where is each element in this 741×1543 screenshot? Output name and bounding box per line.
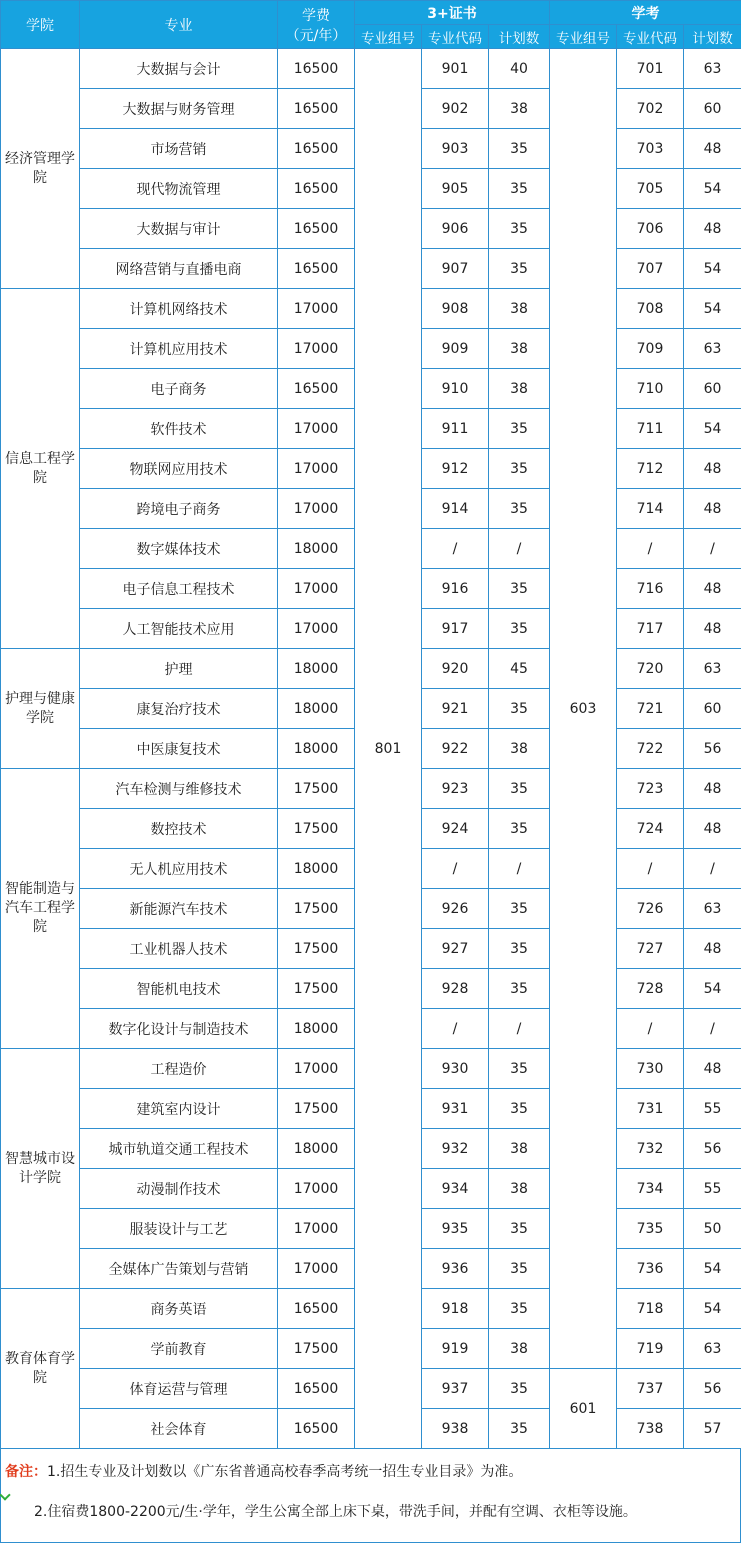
- zs-major-code: 909: [422, 329, 489, 369]
- major-name: 市场营销: [80, 129, 278, 169]
- xk-plan-count: 63: [684, 1329, 741, 1369]
- zs-plan-count: 35: [489, 1249, 550, 1289]
- college-name: 智能制造与汽车工程学院: [1, 769, 80, 1049]
- major-name: 康复治疗技术: [80, 689, 278, 729]
- zs-major-code: 920: [422, 649, 489, 689]
- major-name: 体育运营与管理: [80, 1369, 278, 1409]
- zs-plan-count: 35: [489, 929, 550, 969]
- tuition-fee: 16500: [278, 49, 355, 89]
- header-major: 专业: [80, 1, 278, 49]
- tuition-fee: 18000: [278, 729, 355, 769]
- xk-major-code: 730: [617, 1049, 684, 1089]
- major-name: 学前教育: [80, 1329, 278, 1369]
- xk-plan-count: 48: [684, 489, 741, 529]
- xk-major-code: 714: [617, 489, 684, 529]
- xk-major-code: 708: [617, 289, 684, 329]
- xk-plan-count: 54: [684, 289, 741, 329]
- zs-plan-count: 35: [489, 609, 550, 649]
- zs-major-code: 924: [422, 809, 489, 849]
- zs-major-code: 903: [422, 129, 489, 169]
- tuition-fee: 17500: [278, 809, 355, 849]
- zs-plan-count: 35: [489, 449, 550, 489]
- major-name: 大数据与审计: [80, 209, 278, 249]
- zs-plan-count: 38: [489, 89, 550, 129]
- zs-major-code: 921: [422, 689, 489, 729]
- xk-plan-count: 48: [684, 609, 741, 649]
- header-xk-plan-count: 计划数: [684, 25, 741, 49]
- zs-major-code: 902: [422, 89, 489, 129]
- major-name: 大数据与财务管理: [80, 89, 278, 129]
- xk-plan-count: 48: [684, 569, 741, 609]
- xk-major-code: /: [617, 529, 684, 569]
- xk-major-code: 707: [617, 249, 684, 289]
- major-name: 电子信息工程技术: [80, 569, 278, 609]
- major-name: 跨境电子商务: [80, 489, 278, 529]
- major-name: 商务英语: [80, 1289, 278, 1329]
- zs-plan-count: 35: [489, 129, 550, 169]
- xk-plan-count: 48: [684, 1049, 741, 1089]
- tuition-fee: 16500: [278, 89, 355, 129]
- zs-major-code: /: [422, 849, 489, 889]
- zs-major-code: 918: [422, 1289, 489, 1329]
- xk-group-no: 603: [550, 49, 617, 1369]
- xk-major-code: 706: [617, 209, 684, 249]
- zs-major-code: 930: [422, 1049, 489, 1089]
- tuition-fee: 18000: [278, 849, 355, 889]
- xk-major-code: 701: [617, 49, 684, 89]
- tuition-fee: 17500: [278, 889, 355, 929]
- header-zs-plan-count: 计划数: [489, 25, 550, 49]
- tuition-fee: 17000: [278, 609, 355, 649]
- tuition-fee: 16500: [278, 1369, 355, 1409]
- tuition-fee: 17500: [278, 929, 355, 969]
- xk-major-code: 723: [617, 769, 684, 809]
- zs-major-code: 916: [422, 569, 489, 609]
- zs-plan-count: 35: [489, 489, 550, 529]
- header-row-main: [1, 1, 741, 25]
- xk-plan-count: 48: [684, 809, 741, 849]
- major-name: 数控技术: [80, 809, 278, 849]
- zs-major-code: 934: [422, 1169, 489, 1209]
- xk-plan-count: 48: [684, 209, 741, 249]
- tuition-fee: 18000: [278, 529, 355, 569]
- major-name: 无人机应用技术: [80, 849, 278, 889]
- table-body: [1, 49, 741, 1449]
- zs-plan-count: /: [489, 849, 550, 889]
- header-college: 学院: [1, 1, 80, 49]
- xk-major-code: 711: [617, 409, 684, 449]
- header-zs-major-code: 专业代码: [422, 25, 489, 49]
- header-fee: [278, 1, 355, 49]
- xk-plan-count: 48: [684, 769, 741, 809]
- major-name: 中医康复技术: [80, 729, 278, 769]
- tuition-fee: 17500: [278, 1329, 355, 1369]
- header-fee-line1: 学费: [302, 7, 330, 24]
- zs-major-code: 937: [422, 1369, 489, 1409]
- zs-plan-count: 35: [489, 1409, 550, 1449]
- zs-plan-count: 35: [489, 169, 550, 209]
- zs-plan-count: 35: [489, 1289, 550, 1329]
- xk-major-code: 712: [617, 449, 684, 489]
- zs-plan-count: 35: [489, 889, 550, 929]
- xk-plan-count: 56: [684, 1369, 741, 1409]
- major-name: 智能机电技术: [80, 969, 278, 1009]
- major-name: 建筑室内设计: [80, 1089, 278, 1129]
- tuition-fee: 16500: [278, 249, 355, 289]
- tuition-fee: 17000: [278, 1049, 355, 1089]
- tuition-fee: 17000: [278, 1209, 355, 1249]
- xk-major-code: 719: [617, 1329, 684, 1369]
- xk-major-code: 736: [617, 1249, 684, 1289]
- zs-major-code: 935: [422, 1209, 489, 1249]
- xk-major-code: 702: [617, 89, 684, 129]
- major-name: 全媒体广告策划与营销: [80, 1249, 278, 1289]
- zs-major-code: 919: [422, 1329, 489, 1369]
- tuition-fee: 17000: [278, 1249, 355, 1289]
- zs-plan-count: 38: [489, 369, 550, 409]
- zs-major-code: 917: [422, 609, 489, 649]
- xk-plan-count: 57: [684, 1409, 741, 1449]
- zs-major-code: 907: [422, 249, 489, 289]
- xk-plan-count: 50: [684, 1209, 741, 1249]
- zs-major-code: 901: [422, 49, 489, 89]
- note-line-1: [5, 1461, 522, 1481]
- xk-major-code: 716: [617, 569, 684, 609]
- xk-major-code: /: [617, 1009, 684, 1049]
- xk-major-code: 726: [617, 889, 684, 929]
- tuition-fee: 18000: [278, 649, 355, 689]
- zs-plan-count: 38: [489, 289, 550, 329]
- zs-major-code: 938: [422, 1409, 489, 1449]
- header-fee-line2: （元/年）: [285, 27, 347, 44]
- zs-plan-count: 35: [489, 1369, 550, 1409]
- tuition-fee: 16500: [278, 1289, 355, 1329]
- xk-plan-count: 63: [684, 649, 741, 689]
- xk-major-code: 735: [617, 1209, 684, 1249]
- header-xk-major-code: 专业代码: [617, 25, 684, 49]
- tuition-fee: 17500: [278, 969, 355, 1009]
- xk-plan-count: 60: [684, 89, 741, 129]
- zs-plan-count: 35: [489, 969, 550, 1009]
- xk-plan-count: 60: [684, 689, 741, 729]
- xk-plan-count: /: [684, 849, 741, 889]
- xk-major-code: 718: [617, 1289, 684, 1329]
- xk-major-code: 717: [617, 609, 684, 649]
- xk-major-code: 709: [617, 329, 684, 369]
- xk-plan-count: 60: [684, 369, 741, 409]
- zs-major-code: 923: [422, 769, 489, 809]
- zs-major-code: /: [422, 529, 489, 569]
- major-name: 电子商务: [80, 369, 278, 409]
- xk-major-code: 734: [617, 1169, 684, 1209]
- xk-major-code: /: [617, 849, 684, 889]
- xk-plan-count: 54: [684, 1289, 741, 1329]
- major-name: 人工智能技术应用: [80, 609, 278, 649]
- notes-section: [0, 1449, 741, 1543]
- xk-plan-count: /: [684, 1009, 741, 1049]
- xk-group-no: 601: [550, 1369, 617, 1449]
- tuition-fee: 16500: [278, 209, 355, 249]
- xk-plan-count: 48: [684, 129, 741, 169]
- xk-major-code: 721: [617, 689, 684, 729]
- xk-major-code: 720: [617, 649, 684, 689]
- xk-plan-count: 63: [684, 329, 741, 369]
- major-name: 服装设计与工艺: [80, 1209, 278, 1249]
- xk-major-code: 724: [617, 809, 684, 849]
- xk-plan-count: 63: [684, 889, 741, 929]
- zs-plan-count: 35: [489, 1089, 550, 1129]
- zs-plan-count: 35: [489, 1209, 550, 1249]
- major-name: 数字媒体技术: [80, 529, 278, 569]
- major-name: 物联网应用技术: [80, 449, 278, 489]
- zs-plan-count: 35: [489, 769, 550, 809]
- zs-plan-count: 35: [489, 569, 550, 609]
- xk-plan-count: 54: [684, 969, 741, 1009]
- xk-major-code: 710: [617, 369, 684, 409]
- zs-plan-count: 38: [489, 1129, 550, 1169]
- major-name: 网络营销与直播电商: [80, 249, 278, 289]
- zs-group-no: 801: [355, 49, 422, 1449]
- tuition-fee: 17000: [278, 289, 355, 329]
- zs-plan-count: /: [489, 529, 550, 569]
- xk-plan-count: 54: [684, 249, 741, 289]
- major-name: 工程造价: [80, 1049, 278, 1089]
- xk-plan-count: 54: [684, 1249, 741, 1289]
- college-name: 护理与健康学院: [1, 649, 80, 769]
- tuition-fee: 18000: [278, 1009, 355, 1049]
- major-name: 计算机网络技术: [80, 289, 278, 329]
- major-name: 计算机应用技术: [80, 329, 278, 369]
- header-group-xuekao: 学考: [550, 1, 741, 25]
- major-name: 软件技术: [80, 409, 278, 449]
- zs-major-code: 905: [422, 169, 489, 209]
- tuition-fee: 17500: [278, 1089, 355, 1129]
- note-text-1: 1.招生专业及计划数以《广东省普通高校春季高考统一招生专业目录》为准。: [47, 1464, 523, 1480]
- xk-major-code: 728: [617, 969, 684, 1009]
- major-name: 汽车检测与维修技术: [80, 769, 278, 809]
- zs-major-code: 932: [422, 1129, 489, 1169]
- zs-plan-count: 35: [489, 689, 550, 729]
- tuition-fee: 16500: [278, 169, 355, 209]
- zs-major-code: 931: [422, 1089, 489, 1129]
- zs-plan-count: 35: [489, 1049, 550, 1089]
- college-name: 教育体育学院: [1, 1289, 80, 1449]
- header-zs-group-no: 专业组号: [355, 25, 422, 49]
- tuition-fee: 17000: [278, 489, 355, 529]
- major-name: 城市轨道交通工程技术: [80, 1129, 278, 1169]
- zs-plan-count: 38: [489, 1329, 550, 1369]
- major-name: 现代物流管理: [80, 169, 278, 209]
- xk-plan-count: /: [684, 529, 741, 569]
- tuition-fee: 16500: [278, 369, 355, 409]
- header-group-3plus-cert: 3+证书: [355, 1, 550, 25]
- major-name: 护理: [80, 649, 278, 689]
- check-mark-icon: [0, 1489, 11, 1500]
- zs-major-code: 927: [422, 929, 489, 969]
- table-row: [1, 49, 741, 89]
- zs-major-code: 906: [422, 209, 489, 249]
- zs-plan-count: 35: [489, 409, 550, 449]
- header-xk-group-no: 专业组号: [550, 25, 617, 49]
- zs-major-code: 908: [422, 289, 489, 329]
- major-name: 新能源汽车技术: [80, 889, 278, 929]
- college-name: 信息工程学院: [1, 289, 80, 649]
- zs-plan-count: 45: [489, 649, 550, 689]
- tuition-fee: 18000: [278, 1129, 355, 1169]
- xk-plan-count: 56: [684, 1129, 741, 1169]
- major-name: 工业机器人技术: [80, 929, 278, 969]
- college-name: 经济管理学院: [1, 49, 80, 289]
- zs-plan-count: 35: [489, 809, 550, 849]
- zs-plan-count: 35: [489, 209, 550, 249]
- tuition-fee: 17000: [278, 1169, 355, 1209]
- zs-major-code: /: [422, 1009, 489, 1049]
- xk-major-code: 703: [617, 129, 684, 169]
- zs-major-code: 911: [422, 409, 489, 449]
- tuition-fee: 16500: [278, 129, 355, 169]
- zs-major-code: 928: [422, 969, 489, 1009]
- major-name: 动漫制作技术: [80, 1169, 278, 1209]
- note-label: 备注：: [5, 1464, 47, 1480]
- tuition-fee: 17500: [278, 769, 355, 809]
- tuition-fee: 17000: [278, 569, 355, 609]
- tuition-fee: 18000: [278, 689, 355, 729]
- zs-plan-count: 38: [489, 1169, 550, 1209]
- xk-plan-count: 54: [684, 409, 741, 449]
- xk-plan-count: 48: [684, 449, 741, 489]
- xk-major-code: 727: [617, 929, 684, 969]
- zs-plan-count: 38: [489, 329, 550, 369]
- major-name: 大数据与会计: [80, 49, 278, 89]
- tuition-fee: 16500: [278, 1409, 355, 1449]
- xk-major-code: 738: [617, 1409, 684, 1449]
- zs-plan-count: /: [489, 1009, 550, 1049]
- tuition-fee: 17000: [278, 409, 355, 449]
- xk-major-code: 705: [617, 169, 684, 209]
- xk-major-code: 731: [617, 1089, 684, 1129]
- xk-major-code: 722: [617, 729, 684, 769]
- xk-plan-count: 48: [684, 929, 741, 969]
- tuition-fee: 17000: [278, 449, 355, 489]
- zs-major-code: 922: [422, 729, 489, 769]
- tuition-fee: 17000: [278, 329, 355, 369]
- xk-plan-count: 55: [684, 1089, 741, 1129]
- zs-major-code: 912: [422, 449, 489, 489]
- major-name: 社会体育: [80, 1409, 278, 1449]
- zs-plan-count: 40: [489, 49, 550, 89]
- zs-plan-count: 38: [489, 729, 550, 769]
- xk-plan-count: 56: [684, 729, 741, 769]
- college-name: 智慧城市设计学院: [1, 1049, 80, 1289]
- xk-plan-count: 63: [684, 49, 741, 89]
- major-name: 数字化设计与制造技术: [80, 1009, 278, 1049]
- xk-plan-count: 54: [684, 169, 741, 209]
- zs-plan-count: 35: [489, 249, 550, 289]
- zs-major-code: 910: [422, 369, 489, 409]
- zs-major-code: 914: [422, 489, 489, 529]
- zs-major-code: 936: [422, 1249, 489, 1289]
- zs-major-code: 926: [422, 889, 489, 929]
- note-line-2: 2.住宿费1800-2200元/生·学年，学生公寓全部上床下桌，带洗手间，并配有空调、衣柜等设施。: [34, 1504, 637, 1520]
- xk-major-code: 737: [617, 1369, 684, 1409]
- xk-major-code: 732: [617, 1129, 684, 1169]
- xk-plan-count: 55: [684, 1169, 741, 1209]
